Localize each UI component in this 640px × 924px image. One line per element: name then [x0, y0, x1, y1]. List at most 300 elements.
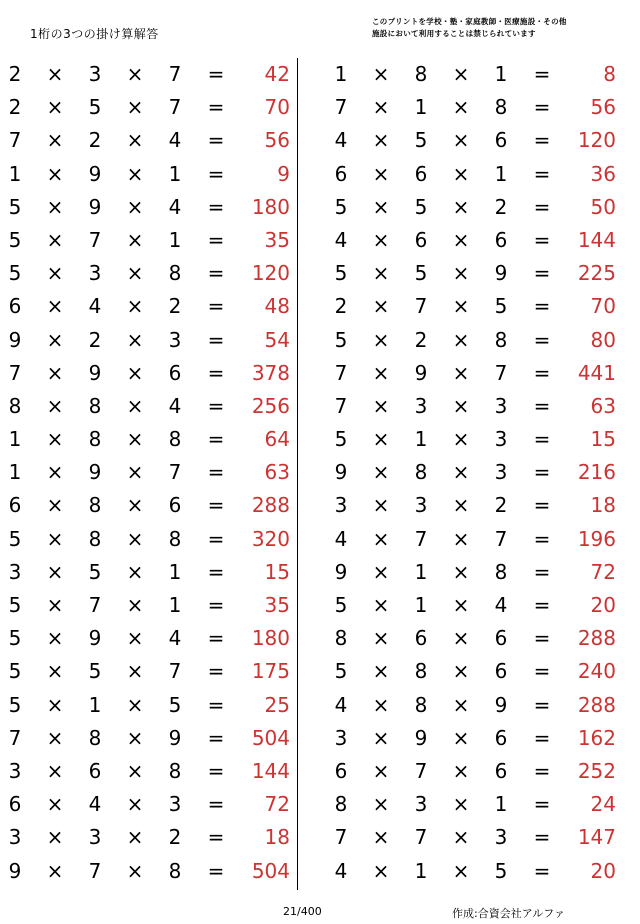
operand-1: 6	[8, 294, 22, 319]
operand-3: 8	[494, 95, 508, 120]
operand-2: 1	[414, 559, 428, 584]
times-sign: ×	[452, 526, 470, 551]
operand-2: 6	[414, 161, 428, 186]
operand-1: 5	[8, 659, 22, 684]
times-sign: ×	[46, 692, 64, 717]
operand-1: 3	[8, 825, 22, 850]
operand-1: 9	[8, 858, 22, 883]
answer: 144	[577, 227, 616, 252]
operand-2: 7	[414, 825, 428, 850]
equals-sign: =	[533, 194, 551, 219]
times-sign: ×	[46, 659, 64, 684]
times-sign: ×	[126, 725, 144, 750]
equals-sign: =	[533, 858, 551, 883]
operand-3: 5	[494, 294, 508, 319]
equals-sign: =	[207, 493, 225, 518]
equals-sign: =	[533, 294, 551, 319]
times-sign: ×	[372, 460, 390, 485]
times-sign: ×	[46, 460, 64, 485]
usage-notice	[372, 16, 622, 40]
equals-sign: =	[533, 327, 551, 352]
operand-2: 9	[88, 161, 102, 186]
operand-3: 6	[494, 128, 508, 153]
operand-2: 1	[88, 692, 102, 717]
times-sign: ×	[452, 692, 470, 717]
answer: 196	[577, 526, 616, 551]
operand-2: 9	[88, 194, 102, 219]
operand-1: 5	[8, 526, 22, 551]
answer: 24	[590, 792, 616, 817]
operand-3: 8	[168, 526, 182, 551]
times-sign: ×	[126, 493, 144, 518]
operand-1: 5	[8, 261, 22, 286]
answer: 256	[251, 393, 290, 418]
operand-3: 7	[494, 526, 508, 551]
times-sign: ×	[126, 858, 144, 883]
operand-3: 4	[168, 194, 182, 219]
operand-1: 3	[334, 493, 348, 518]
answer: 72	[590, 559, 616, 584]
operand-3: 2	[168, 294, 182, 319]
times-sign: ×	[372, 758, 390, 783]
operand-3: 8	[494, 559, 508, 584]
equals-sign: =	[207, 825, 225, 850]
author-credit: 作成:合資会社アルファ	[452, 907, 566, 920]
times-sign: ×	[126, 825, 144, 850]
times-sign: ×	[372, 261, 390, 286]
equals-sign: =	[207, 427, 225, 452]
times-sign: ×	[372, 294, 390, 319]
operand-2: 2	[88, 327, 102, 352]
times-sign: ×	[452, 427, 470, 452]
operand-2: 8	[88, 427, 102, 452]
operand-1: 7	[334, 95, 348, 120]
times-sign: ×	[452, 95, 470, 120]
operand-1: 9	[8, 327, 22, 352]
equals-sign: =	[533, 62, 551, 86]
operand-3: 8	[494, 327, 508, 352]
answer: 504	[251, 725, 290, 750]
operand-1: 1	[8, 161, 22, 186]
operand-2: 7	[414, 526, 428, 551]
times-sign: ×	[372, 692, 390, 717]
operand-1: 7	[334, 360, 348, 385]
equals-sign: =	[533, 128, 551, 153]
operand-2: 5	[88, 95, 102, 120]
times-sign: ×	[126, 393, 144, 418]
operand-2: 7	[88, 858, 102, 883]
operand-1: 9	[334, 559, 348, 584]
answer: 288	[577, 692, 616, 717]
answer: 48	[264, 294, 290, 319]
times-sign: ×	[372, 95, 390, 120]
operand-1: 2	[334, 294, 348, 319]
times-sign: ×	[452, 227, 470, 252]
operand-2: 2	[414, 327, 428, 352]
times-sign: ×	[452, 460, 470, 485]
operand-1: 5	[334, 427, 348, 452]
operand-3: 2	[494, 194, 508, 219]
times-sign: ×	[372, 327, 390, 352]
times-sign: ×	[126, 194, 144, 219]
times-sign: ×	[46, 95, 64, 120]
operand-2: 5	[88, 559, 102, 584]
operand-3: 1	[168, 593, 182, 617]
operand-1: 4	[334, 227, 348, 252]
operand-2: 9	[414, 360, 428, 385]
times-sign: ×	[452, 493, 470, 518]
operand-1: 8	[8, 393, 22, 418]
operand-3: 8	[168, 427, 182, 452]
answer: 70	[264, 95, 290, 120]
operand-3: 6	[168, 493, 182, 518]
operand-3: 2	[168, 825, 182, 850]
times-sign: ×	[126, 559, 144, 584]
answer: 288	[251, 493, 290, 518]
times-sign: ×	[452, 360, 470, 385]
operand-3: 7	[168, 659, 182, 684]
operand-1: 5	[8, 692, 22, 717]
operand-2: 1	[414, 593, 428, 617]
operand-3: 4	[168, 393, 182, 418]
equals-sign: =	[533, 725, 551, 750]
times-sign: ×	[46, 393, 64, 418]
operand-1: 5	[8, 593, 22, 617]
answer: 252	[577, 758, 616, 783]
times-sign: ×	[452, 626, 470, 651]
operand-3: 5	[168, 692, 182, 717]
times-sign: ×	[452, 559, 470, 584]
times-sign: ×	[126, 95, 144, 120]
operand-2: 6	[414, 227, 428, 252]
operand-2: 8	[88, 493, 102, 518]
times-sign: ×	[46, 825, 64, 850]
equals-sign: =	[207, 526, 225, 551]
answer: 147	[577, 825, 616, 850]
times-sign: ×	[126, 327, 144, 352]
times-sign: ×	[46, 593, 64, 617]
operand-3: 6	[494, 725, 508, 750]
equals-sign: =	[207, 792, 225, 817]
operand-1: 7	[334, 825, 348, 850]
times-sign: ×	[46, 626, 64, 651]
times-sign: ×	[46, 161, 64, 186]
times-sign: ×	[372, 128, 390, 153]
operand-2: 3	[88, 261, 102, 286]
operand-3: 3	[494, 427, 508, 452]
operand-2: 6	[414, 626, 428, 651]
operand-3: 2	[494, 493, 508, 518]
operand-3: 9	[168, 725, 182, 750]
operand-3: 7	[168, 62, 182, 86]
operand-1: 2	[8, 95, 22, 120]
equals-sign: =	[533, 95, 551, 120]
times-sign: ×	[46, 194, 64, 219]
operand-1: 5	[334, 194, 348, 219]
times-sign: ×	[452, 327, 470, 352]
equals-sign: =	[207, 360, 225, 385]
answer: 240	[577, 659, 616, 684]
equals-sign: =	[533, 261, 551, 286]
times-sign: ×	[46, 294, 64, 319]
times-sign: ×	[452, 725, 470, 750]
equals-sign: =	[207, 294, 225, 319]
answer: 64	[264, 427, 290, 452]
equals-sign: =	[207, 62, 225, 86]
operand-2: 3	[414, 792, 428, 817]
operand-3: 3	[494, 825, 508, 850]
answer: 320	[251, 526, 290, 551]
answer: 25	[264, 692, 290, 717]
operand-3: 1	[168, 559, 182, 584]
operand-2: 8	[88, 725, 102, 750]
times-sign: ×	[372, 559, 390, 584]
answer: 175	[251, 659, 290, 684]
equals-sign: =	[207, 95, 225, 120]
operand-2: 4	[88, 792, 102, 817]
operand-3: 7	[494, 360, 508, 385]
operand-3: 1	[494, 161, 508, 186]
times-sign: ×	[372, 659, 390, 684]
times-sign: ×	[452, 161, 470, 186]
answer: 8	[603, 62, 616, 86]
operand-2: 9	[88, 626, 102, 651]
operand-3: 4	[168, 626, 182, 651]
operand-1: 1	[334, 62, 348, 86]
operand-1: 6	[334, 758, 348, 783]
usage-notice-line-2: 施設において利用することは禁じられています	[372, 29, 536, 38]
column-divider	[297, 58, 298, 890]
times-sign: ×	[126, 692, 144, 717]
times-sign: ×	[372, 161, 390, 186]
operand-3: 6	[494, 659, 508, 684]
equals-sign: =	[533, 493, 551, 518]
operand-1: 2	[8, 62, 22, 86]
equals-sign: =	[533, 460, 551, 485]
operand-1: 4	[334, 692, 348, 717]
answer: 225	[577, 261, 616, 286]
operand-1: 5	[8, 626, 22, 651]
times-sign: ×	[126, 294, 144, 319]
times-sign: ×	[372, 427, 390, 452]
operand-2: 9	[88, 360, 102, 385]
answer: 9	[277, 161, 290, 186]
operand-2: 3	[88, 825, 102, 850]
times-sign: ×	[46, 227, 64, 252]
times-sign: ×	[452, 128, 470, 153]
answer: 20	[590, 593, 616, 617]
times-sign: ×	[46, 261, 64, 286]
times-sign: ×	[372, 858, 390, 883]
answer: 162	[577, 725, 616, 750]
equals-sign: =	[207, 858, 225, 883]
times-sign: ×	[46, 62, 64, 86]
times-sign: ×	[372, 194, 390, 219]
operand-3: 8	[168, 261, 182, 286]
page-number: 21/400	[283, 905, 322, 918]
times-sign: ×	[126, 460, 144, 485]
times-sign: ×	[372, 825, 390, 850]
operand-3: 7	[168, 95, 182, 120]
answer: 80	[590, 327, 616, 352]
answer: 288	[577, 626, 616, 651]
answer: 120	[251, 261, 290, 286]
operand-2: 9	[88, 460, 102, 485]
answer: 42	[264, 62, 290, 86]
operand-2: 1	[414, 858, 428, 883]
operand-2: 3	[88, 62, 102, 86]
times-sign: ×	[126, 526, 144, 551]
times-sign: ×	[46, 128, 64, 153]
equals-sign: =	[207, 593, 225, 617]
operand-3: 4	[494, 593, 508, 617]
times-sign: ×	[126, 62, 144, 86]
times-sign: ×	[452, 294, 470, 319]
equals-sign: =	[533, 825, 551, 850]
times-sign: ×	[126, 626, 144, 651]
operand-2: 5	[414, 128, 428, 153]
operand-2: 3	[414, 393, 428, 418]
answer: 63	[590, 393, 616, 418]
answer: 18	[264, 825, 290, 850]
answer: 378	[251, 360, 290, 385]
operand-2: 5	[414, 261, 428, 286]
answer: 72	[264, 792, 290, 817]
times-sign: ×	[46, 792, 64, 817]
times-sign: ×	[452, 792, 470, 817]
operand-1: 3	[8, 559, 22, 584]
operand-1: 5	[334, 593, 348, 617]
times-sign: ×	[452, 758, 470, 783]
usage-notice-line-1: このプリントを学校・塾・家庭教師・医療施設・その他	[372, 17, 567, 26]
answer: 36	[590, 161, 616, 186]
operand-1: 5	[334, 659, 348, 684]
equals-sign: =	[533, 692, 551, 717]
equals-sign: =	[207, 460, 225, 485]
answer: 15	[264, 559, 290, 584]
times-sign: ×	[372, 725, 390, 750]
times-sign: ×	[46, 427, 64, 452]
operand-1: 1	[8, 460, 22, 485]
operand-1: 4	[334, 858, 348, 883]
equals-sign: =	[533, 659, 551, 684]
equals-sign: =	[207, 758, 225, 783]
page-title: 1桁の3つの掛け算解答	[30, 27, 159, 41]
operand-3: 6	[494, 227, 508, 252]
times-sign: ×	[126, 427, 144, 452]
answer: 441	[577, 360, 616, 385]
answer: 180	[251, 194, 290, 219]
operand-2: 3	[414, 493, 428, 518]
operand-1: 4	[334, 526, 348, 551]
operand-3: 1	[494, 62, 508, 86]
equals-sign: =	[207, 725, 225, 750]
operand-1: 7	[334, 393, 348, 418]
operand-1: 9	[334, 460, 348, 485]
operand-3: 3	[494, 460, 508, 485]
answer: 216	[577, 460, 616, 485]
operand-3: 1	[168, 227, 182, 252]
operand-2: 7	[88, 227, 102, 252]
answer: 54	[264, 327, 290, 352]
answer: 56	[264, 128, 290, 153]
operand-1: 5	[334, 327, 348, 352]
operand-1: 7	[8, 360, 22, 385]
answer: 144	[251, 758, 290, 783]
operand-3: 8	[168, 758, 182, 783]
operand-2: 8	[414, 460, 428, 485]
operand-1: 1	[8, 427, 22, 452]
answer: 18	[590, 493, 616, 518]
operand-2: 8	[414, 692, 428, 717]
equals-sign: =	[207, 227, 225, 252]
operand-2: 5	[88, 659, 102, 684]
times-sign: ×	[126, 758, 144, 783]
operand-3: 8	[168, 858, 182, 883]
times-sign: ×	[452, 659, 470, 684]
equals-sign: =	[533, 526, 551, 551]
equals-sign: =	[533, 792, 551, 817]
answer: 35	[264, 227, 290, 252]
operand-1: 6	[8, 792, 22, 817]
equals-sign: =	[207, 161, 225, 186]
times-sign: ×	[46, 526, 64, 551]
times-sign: ×	[372, 360, 390, 385]
equals-sign: =	[207, 692, 225, 717]
equals-sign: =	[533, 161, 551, 186]
operand-2: 1	[414, 427, 428, 452]
operand-1: 6	[334, 161, 348, 186]
operand-2: 4	[88, 294, 102, 319]
operand-1: 6	[8, 493, 22, 518]
operand-2: 8	[414, 659, 428, 684]
times-sign: ×	[126, 792, 144, 817]
operand-1: 3	[8, 758, 22, 783]
answer: 180	[251, 626, 290, 651]
times-sign: ×	[126, 128, 144, 153]
equals-sign: =	[207, 327, 225, 352]
times-sign: ×	[372, 626, 390, 651]
operand-3: 3	[168, 792, 182, 817]
equals-sign: =	[207, 393, 225, 418]
equals-sign: =	[533, 427, 551, 452]
operand-3: 3	[168, 327, 182, 352]
equals-sign: =	[207, 659, 225, 684]
times-sign: ×	[372, 62, 390, 86]
times-sign: ×	[126, 261, 144, 286]
answer: 50	[590, 194, 616, 219]
operand-1: 8	[334, 626, 348, 651]
operand-2: 8	[414, 62, 428, 86]
equals-sign: =	[533, 393, 551, 418]
times-sign: ×	[452, 825, 470, 850]
operand-1: 4	[334, 128, 348, 153]
operand-2: 5	[414, 194, 428, 219]
answer: 35	[264, 593, 290, 617]
operand-2: 9	[414, 725, 428, 750]
times-sign: ×	[372, 227, 390, 252]
times-sign: ×	[452, 194, 470, 219]
equals-sign: =	[533, 758, 551, 783]
times-sign: ×	[46, 327, 64, 352]
operand-3: 4	[168, 128, 182, 153]
times-sign: ×	[46, 725, 64, 750]
equals-sign: =	[207, 194, 225, 219]
equals-sign: =	[207, 559, 225, 584]
times-sign: ×	[126, 161, 144, 186]
times-sign: ×	[372, 593, 390, 617]
operand-2: 8	[88, 393, 102, 418]
